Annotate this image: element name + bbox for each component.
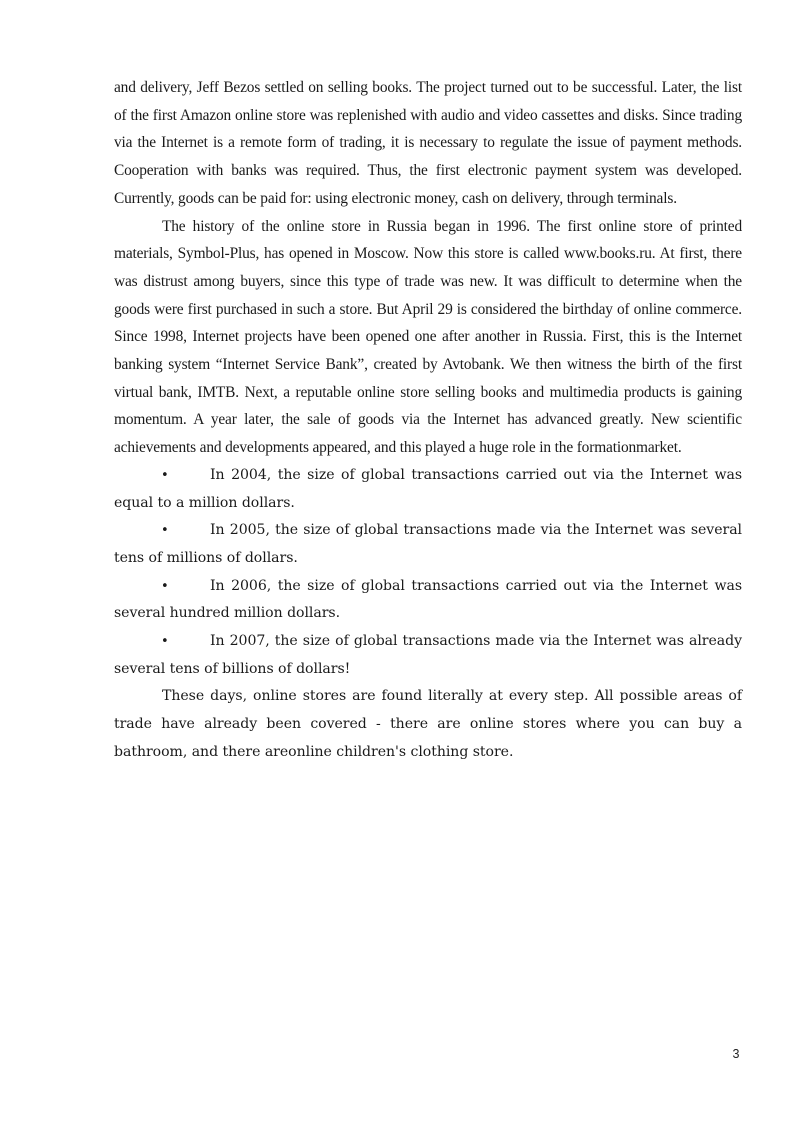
list-item-2007 [114,628,742,683]
list-item-text: In 2007, the size of global transactions made via the Internet was already several tens of billions of dollars! [114,633,742,677]
bullet-icon: • [161,523,169,539]
bullet-icon: • [161,578,169,594]
list-item-2006 [114,573,742,628]
list-item-text: In 2004, the size of global transactions carried out via the Internet was equal to a million dollars. [114,466,742,511]
paragraph-russia-history: The history of the online store in Russia began in 1996. The first online store of printed materials, Symbol-Plus, has opened in Moscow. Now this store is called www.books.ru. At first, there was distrust among buyers, since this type of trade was new. It was difficult to determine when the goods were first purchased in such a store. But April 29 is considered the birthday of online commerce. Since 1998, Internet projects have been opened one after another in Russia. First, this is the Internet banking system “Internet Service Bank”, created by Avtobank. We then witness the birth of the first virtual bank, IMTB. Next, a reputable online store selling books and multimedia products is gaining momentum. A year later, the sale of goods via the Internet has advanced greatly. New scientific achievements and developments appeared, and this played a huge role in the formationmarket. [114,217,742,457]
page-body [114,74,742,767]
list-item-2005 [114,517,742,572]
bullet-icon: • [161,634,169,650]
paragraph-online-stores-today: These days, online stores are found literally at every step. All possible areas of trade have already been covered - there are online stores where you can buy a bathroom, and there areonline children's clothing store. [114,688,742,760]
bullet-icon: • [161,467,169,483]
page-number: 3 [732,1047,740,1061]
list-item-text: In 2006, the size of global transactions carried out via the Internet was several hundred million dollars. [114,577,742,622]
list-item-2004 [114,462,742,517]
list-item-text: In 2005, the size of global transactions made via the Internet was several tens of millions of dollars. [114,522,742,566]
paragraph-delivery-payment: and delivery, Jeff Bezos settled on selling books. The project turned out to be successful. Later, the list of the first Amazon online store was replenished with audio and video cassettes and disks. Since trading via the Internet is a remote form of trading, it is necessary to regulate the issue of payment methods. Cooperation with banks was required. Thus, the first electronic payment system was developed. Currently, goods can be paid for: using electronic money, cash on delivery, through terminals. [114,79,742,207]
